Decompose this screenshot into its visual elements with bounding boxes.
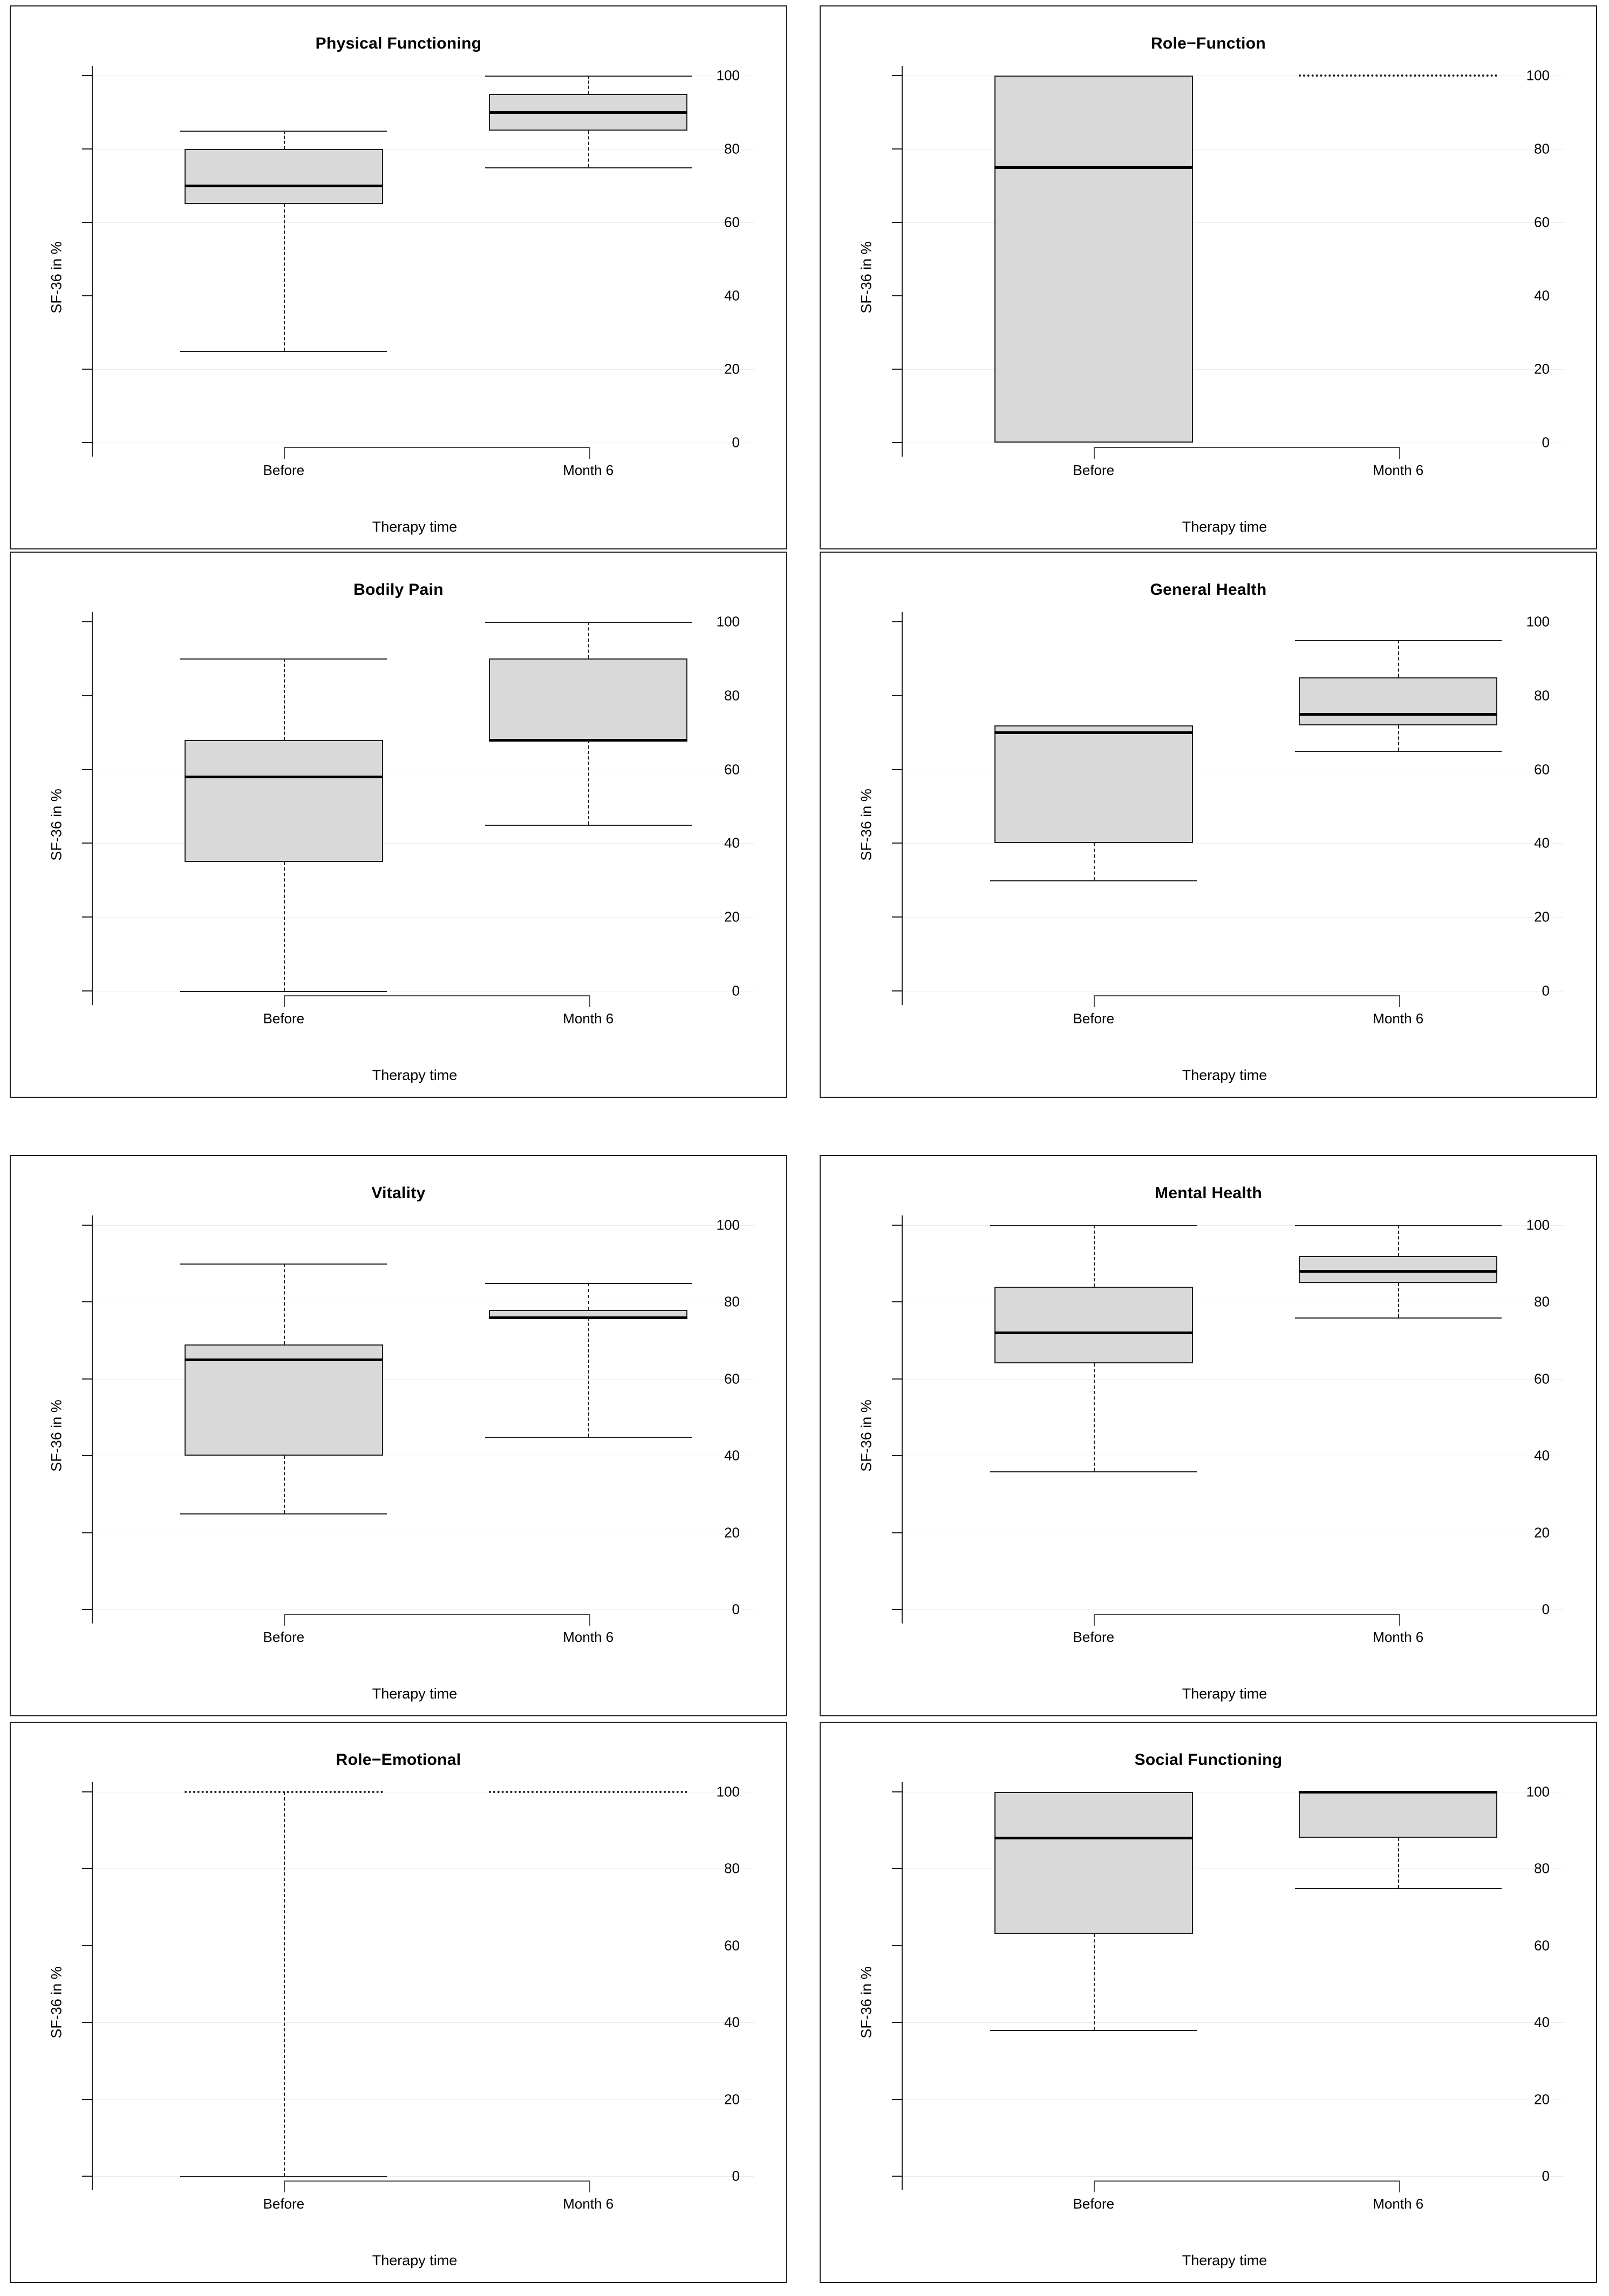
y-axis-tick xyxy=(82,1225,92,1226)
y-axis-tick-label: 80 xyxy=(1534,687,1550,704)
plot-area xyxy=(92,612,754,1027)
x-axis-bracket xyxy=(1094,995,1400,1007)
y-axis-tick xyxy=(892,1301,902,1302)
y-axis-tick xyxy=(892,369,902,370)
y-axis-tick-label: 0 xyxy=(1542,434,1550,451)
y-axis-tick-label: 20 xyxy=(724,361,740,377)
y-axis-tick-label: 60 xyxy=(1534,761,1550,778)
y-axis-tick-label: 60 xyxy=(1534,1370,1550,1387)
whisker-upper xyxy=(284,658,285,739)
median-line xyxy=(185,185,383,187)
y-axis-tick-label: 80 xyxy=(1534,1293,1550,1310)
y-axis-label: SF-36 in % xyxy=(858,1966,875,2039)
x-axis-tick-label: Before xyxy=(263,1629,305,1645)
y-axis-tick-label: 100 xyxy=(716,1217,740,1233)
panel-title: Physical Functioning xyxy=(315,35,482,52)
y-axis-tick-label: 60 xyxy=(1534,1937,1550,1954)
whisker-cap-upper xyxy=(485,622,692,623)
x-axis-label: Therapy time xyxy=(372,2252,458,2268)
gridline xyxy=(93,369,754,370)
whisker-lower xyxy=(1094,843,1095,880)
whisker-upper xyxy=(588,622,589,658)
y-axis-tick-label: 40 xyxy=(1534,2014,1550,2030)
whisker-cap-lower xyxy=(990,880,1197,881)
y-axis-tick xyxy=(82,1868,92,1869)
panel-mental-health xyxy=(820,1155,1597,1716)
median-line xyxy=(489,111,687,114)
x-axis-tick-label: Month 6 xyxy=(563,1010,614,1027)
y-axis-tick-label: 0 xyxy=(732,1601,740,1618)
y-axis-tick-label: 40 xyxy=(1534,834,1550,851)
whisker-upper xyxy=(588,1283,589,1310)
x-axis-tick-label: Before xyxy=(1073,1010,1115,1027)
median-line xyxy=(994,1837,1193,1839)
y-axis-tick-label: 100 xyxy=(1526,1217,1550,1233)
y-axis-tick xyxy=(82,2176,92,2177)
whisker-cap-upper xyxy=(990,1225,1197,1226)
panel-title: Role−Emotional xyxy=(336,1751,461,1769)
y-axis-tick-label: 60 xyxy=(1534,214,1550,230)
degenerate-box-line xyxy=(489,1791,687,1793)
whisker-lower xyxy=(1398,1838,1399,1888)
box xyxy=(185,149,383,204)
x-axis-label: Therapy time xyxy=(372,519,458,535)
x-axis-tick-label: Before xyxy=(1073,2196,1115,2212)
x-axis-tick-label: Month 6 xyxy=(563,2196,614,2212)
y-axis-tick-label: 60 xyxy=(724,761,740,778)
y-axis-tick xyxy=(892,1945,902,1946)
panel-title: Role−Function xyxy=(1150,35,1266,52)
panel-social-functioning xyxy=(820,1722,1597,2283)
box xyxy=(1299,1256,1497,1283)
whisker-cap-lower xyxy=(180,351,387,352)
x-axis-bracket xyxy=(284,447,590,459)
y-axis-tick-label: 0 xyxy=(732,982,740,999)
y-axis-tick xyxy=(892,843,902,844)
y-axis-tick xyxy=(82,2099,92,2100)
y-axis-tick xyxy=(82,295,92,296)
x-axis-label: Therapy time xyxy=(1182,519,1267,535)
whisker-cap-upper xyxy=(1295,1225,1502,1226)
panel-general-health xyxy=(820,552,1597,1098)
y-axis-tick xyxy=(892,695,902,696)
x-axis-tick-label: Before xyxy=(263,2196,305,2212)
box xyxy=(994,725,1193,844)
panel-vitality xyxy=(10,1155,787,1716)
y-axis-tick-label: 0 xyxy=(1542,2168,1550,2184)
y-axis-tick xyxy=(82,1945,92,1946)
median-line xyxy=(1299,1791,1497,1794)
plot-area xyxy=(92,1215,754,1645)
panel-title: Mental Health xyxy=(1155,1184,1262,1202)
y-axis-tick-label: 100 xyxy=(716,613,740,630)
panel-role-emotional xyxy=(10,1722,787,2283)
whisker-cap-lower xyxy=(990,1471,1197,1472)
x-axis-label: Therapy time xyxy=(1182,1067,1267,1083)
panel-bodily-pain xyxy=(10,552,787,1098)
y-axis-tick xyxy=(892,2022,902,2023)
y-axis-tick-label: 0 xyxy=(732,434,740,451)
gridline xyxy=(93,2022,754,2023)
y-axis-tick-label: 40 xyxy=(1534,1447,1550,1464)
whisker-lower xyxy=(588,740,589,825)
whisker-cap-upper xyxy=(1295,640,1502,641)
y-axis-tick xyxy=(892,1532,902,1533)
whisker-lower xyxy=(1094,1363,1095,1471)
box xyxy=(994,1792,1193,1934)
y-axis-tick-label: 60 xyxy=(724,1937,740,1954)
y-axis-line xyxy=(92,66,93,457)
x-axis-bracket xyxy=(284,2180,590,2192)
median-line xyxy=(489,739,687,742)
y-axis-tick xyxy=(892,1378,902,1380)
spacer xyxy=(787,5,820,6)
median-line xyxy=(185,776,383,778)
whisker-lower xyxy=(284,1792,285,2176)
x-axis-bracket xyxy=(284,1614,590,1626)
plot-area xyxy=(92,66,754,478)
whisker-lower xyxy=(588,1317,589,1437)
y-axis-tick xyxy=(892,1225,902,1226)
y-axis-tick xyxy=(892,1791,902,1792)
y-axis-tick xyxy=(82,369,92,370)
y-axis-tick xyxy=(82,621,92,622)
whisker-cap-lower xyxy=(990,2030,1197,2031)
whisker-upper xyxy=(1094,1225,1095,1287)
panel-group-bottom xyxy=(10,1155,1599,2288)
whisker-cap-lower xyxy=(485,1437,692,1438)
y-axis-tick-label: 100 xyxy=(716,1783,740,1800)
whisker-cap-lower xyxy=(180,991,387,992)
y-axis-line xyxy=(92,612,93,1005)
plot-area xyxy=(902,612,1564,1027)
y-axis-tick-label: 80 xyxy=(1534,140,1550,157)
whisker-upper xyxy=(284,131,285,149)
y-axis-tick xyxy=(82,695,92,696)
y-axis-tick xyxy=(892,148,902,150)
y-axis-tick xyxy=(892,1455,902,1456)
x-axis-tick-label: Month 6 xyxy=(1373,1629,1424,1645)
y-axis-tick xyxy=(892,75,902,76)
y-axis-label: SF-36 in % xyxy=(858,241,875,314)
x-axis-label: Therapy time xyxy=(372,1067,458,1083)
y-axis-tick-label: 80 xyxy=(724,1860,740,1877)
y-axis-tick-label: 40 xyxy=(724,287,740,304)
degenerate-box-line xyxy=(1299,74,1497,77)
y-axis-tick-label: 100 xyxy=(1526,613,1550,630)
plot-area xyxy=(902,1215,1564,1645)
y-axis-tick xyxy=(892,2099,902,2100)
x-axis-tick-label: Before xyxy=(1073,462,1115,478)
y-axis-label: SF-36 in % xyxy=(48,789,65,861)
whisker-lower xyxy=(1398,725,1399,751)
box xyxy=(1299,677,1497,725)
y-axis-tick-label: 80 xyxy=(724,1293,740,1310)
y-axis-line xyxy=(902,66,903,457)
whisker-lower xyxy=(1094,1934,1095,2030)
gridline xyxy=(903,2022,1564,2023)
whisker-lower xyxy=(588,131,589,167)
whisker-cap-upper xyxy=(180,658,387,660)
y-axis-tick-label: 100 xyxy=(1526,67,1550,84)
whisker-cap-upper xyxy=(180,131,387,132)
whisker-cap-lower xyxy=(180,1513,387,1514)
panel-title: Vitality xyxy=(371,1184,426,1202)
box xyxy=(1299,1792,1497,1838)
y-axis-tick xyxy=(82,843,92,844)
y-axis-tick xyxy=(892,1868,902,1869)
whisker-cap-upper xyxy=(180,1264,387,1265)
whisker-upper xyxy=(1398,1225,1399,1256)
y-axis-tick xyxy=(82,222,92,223)
y-axis-tick xyxy=(82,1532,92,1533)
y-axis-tick xyxy=(82,1455,92,1456)
y-axis-label: SF-36 in % xyxy=(48,241,65,314)
x-axis-bracket xyxy=(1094,1614,1400,1626)
whisker-cap-lower xyxy=(1295,1317,1502,1319)
y-axis-tick xyxy=(892,442,902,443)
x-axis-label: Therapy time xyxy=(372,1686,458,1702)
x-axis-tick-label: Month 6 xyxy=(1373,2196,1424,2212)
y-axis-tick-label: 40 xyxy=(724,1447,740,1464)
whisker-cap-lower xyxy=(485,825,692,826)
y-axis-tick-label: 20 xyxy=(724,1524,740,1541)
gridline xyxy=(903,1609,1564,1610)
y-axis-tick-label: 0 xyxy=(1542,1601,1550,1618)
median-line xyxy=(994,166,1193,169)
y-axis-line xyxy=(92,1215,93,1623)
y-axis-tick xyxy=(82,148,92,150)
whisker-lower xyxy=(284,862,285,991)
y-axis-tick-label: 0 xyxy=(732,2168,740,2184)
y-axis-tick xyxy=(892,295,902,296)
y-axis-tick xyxy=(892,769,902,770)
y-axis-label: SF-36 in % xyxy=(48,1400,65,1472)
x-axis-label: Therapy time xyxy=(1182,2252,1267,2268)
panel-physical-functioning xyxy=(10,5,787,549)
plot-area xyxy=(902,1782,1564,2212)
x-axis-tick-label: Month 6 xyxy=(563,462,614,478)
panel-title: Social Functioning xyxy=(1134,1751,1283,1769)
gridline xyxy=(93,1609,754,1610)
x-axis-bracket xyxy=(1094,2180,1400,2192)
panel-role-function xyxy=(820,5,1597,549)
y-axis-tick-label: 80 xyxy=(724,140,740,157)
y-axis-tick-label: 60 xyxy=(724,214,740,230)
whisker-cap-lower xyxy=(485,167,692,168)
y-axis-tick-label: 80 xyxy=(1534,1860,1550,1877)
whisker-lower xyxy=(1398,1283,1399,1317)
whisker-lower xyxy=(284,1456,285,1513)
x-axis-tick-label: Before xyxy=(263,462,305,478)
y-axis-tick xyxy=(892,990,902,991)
y-axis-tick xyxy=(82,1378,92,1380)
whisker-cap-lower xyxy=(1295,751,1502,752)
y-axis-tick-label: 100 xyxy=(1526,1783,1550,1800)
plot-area xyxy=(92,1782,754,2212)
box xyxy=(185,740,383,862)
x-axis-bracket xyxy=(284,995,590,1007)
gridline xyxy=(93,222,754,223)
median-line xyxy=(185,1358,383,1361)
x-axis-tick-label: Before xyxy=(263,1010,305,1027)
x-axis-tick-label: Before xyxy=(1073,1629,1115,1645)
y-axis-tick xyxy=(892,621,902,622)
x-axis-tick-label: Month 6 xyxy=(563,1629,614,1645)
y-axis-tick xyxy=(82,916,92,918)
median-line xyxy=(1299,1270,1497,1273)
panel-title: General Health xyxy=(1150,581,1267,599)
gridline xyxy=(93,1225,754,1226)
whisker-cap-lower xyxy=(1295,1888,1502,1889)
y-axis-tick-label: 0 xyxy=(1542,982,1550,999)
gridline xyxy=(903,1379,1564,1380)
y-axis-tick-label: 20 xyxy=(724,908,740,925)
y-axis-tick xyxy=(82,1301,92,1302)
y-axis-line xyxy=(92,1782,93,2190)
y-axis-tick xyxy=(82,769,92,770)
y-axis-line xyxy=(902,1782,903,2190)
whisker-cap-lower xyxy=(180,2176,387,2177)
y-axis-tick xyxy=(82,75,92,76)
y-axis-tick-label: 20 xyxy=(1534,2091,1550,2108)
y-axis-tick xyxy=(82,1791,92,1792)
spacer xyxy=(787,1155,820,1156)
y-axis-label: SF-36 in % xyxy=(858,789,875,861)
y-axis-tick xyxy=(82,442,92,443)
box xyxy=(994,76,1193,443)
x-axis-tick-label: Month 6 xyxy=(1373,462,1424,478)
y-axis-tick xyxy=(892,222,902,223)
y-axis-tick xyxy=(82,990,92,991)
y-axis-tick-label: 40 xyxy=(1534,287,1550,304)
gridline xyxy=(93,917,754,918)
y-axis-line xyxy=(902,612,903,1005)
y-axis-tick-label: 40 xyxy=(724,834,740,851)
y-axis-tick-label: 100 xyxy=(716,67,740,84)
median-line xyxy=(1299,713,1497,716)
x-axis-label: Therapy time xyxy=(1182,1686,1267,1702)
y-axis-tick-label: 60 xyxy=(724,1370,740,1387)
y-axis-label: SF-36 in % xyxy=(858,1400,875,1472)
y-axis-tick-label: 20 xyxy=(1534,1524,1550,1541)
y-axis-label: SF-36 in % xyxy=(48,1966,65,2039)
gridline xyxy=(903,917,1564,918)
x-axis-bracket xyxy=(1094,447,1400,459)
panel-title: Bodily Pain xyxy=(353,581,444,599)
degenerate-box-line xyxy=(185,1791,383,1793)
x-axis-tick-label: Month 6 xyxy=(1373,1010,1424,1027)
y-axis-line xyxy=(902,1215,903,1623)
whisker-upper xyxy=(1398,640,1399,677)
whisker-upper xyxy=(284,1264,285,1344)
box xyxy=(489,658,687,739)
whisker-cap-upper xyxy=(485,1283,692,1284)
y-axis-tick-label: 40 xyxy=(724,2014,740,2030)
y-axis-tick xyxy=(892,916,902,918)
gridline xyxy=(903,843,1564,844)
whisker-lower xyxy=(284,204,285,351)
median-line xyxy=(489,1316,687,1319)
y-axis-tick xyxy=(82,2022,92,2023)
y-axis-tick xyxy=(892,2176,902,2177)
whisker-cap-upper xyxy=(485,76,692,77)
whisker-upper xyxy=(588,76,589,94)
box xyxy=(994,1287,1193,1363)
median-line xyxy=(994,1332,1193,1334)
y-axis-tick xyxy=(892,1609,902,1610)
plot-area xyxy=(902,66,1564,478)
y-axis-tick-label: 20 xyxy=(1534,361,1550,377)
panel-group-top xyxy=(10,5,1599,1100)
y-axis-tick-label: 20 xyxy=(1534,908,1550,925)
median-line xyxy=(994,731,1193,734)
y-axis-tick-label: 80 xyxy=(724,687,740,704)
y-axis-tick-label: 20 xyxy=(724,2091,740,2108)
y-axis-tick xyxy=(82,1609,92,1610)
gridline xyxy=(903,2176,1564,2177)
